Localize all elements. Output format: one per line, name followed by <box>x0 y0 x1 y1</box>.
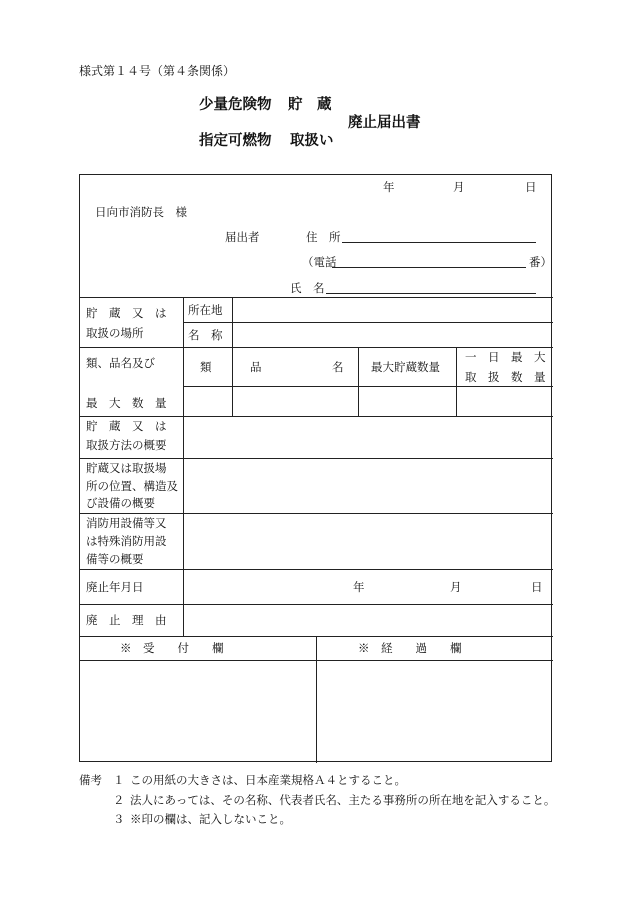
note-3-number: ３ <box>113 812 125 826</box>
col-max-storage: 最大貯蔵数量 <box>371 360 440 374</box>
notes-heading: 備考 <box>79 773 102 787</box>
col-type: 類 <box>200 360 212 374</box>
abolition-reason-label: 廃 止 理 由 <box>86 613 167 627</box>
col-item-a: 品 <box>250 360 262 374</box>
title-line2-prefix: 指定可燃物 <box>199 133 272 149</box>
structure-label-3: び設備の概要 <box>86 496 155 510</box>
name-label: 氏 名 <box>290 281 325 295</box>
title-line2-suffix: 取扱い <box>290 133 334 149</box>
title-line1-suffix: 貯 蔵 <box>288 97 332 113</box>
note-3: ※印の欄は、記入しないこと。 <box>130 812 291 826</box>
title-main: 廃止届出書 <box>348 115 421 131</box>
phone-close: 番） <box>529 255 552 269</box>
col-daily-2: 取 扱 数 量 <box>465 370 546 384</box>
abolition-month: 月 <box>450 580 462 594</box>
address-label: 住 所 <box>306 230 341 244</box>
abolition-day: 日 <box>531 580 543 594</box>
category-label-2: 最 大 数 量 <box>86 396 167 410</box>
place-label-1: 貯 蔵 又 は <box>86 306 167 320</box>
method-label-1: 貯 蔵 又 は <box>86 419 167 433</box>
method-label-2: 取扱方法の概要 <box>86 438 167 452</box>
note-1: この用紙の大きさは、日本産業規格Ａ４とすること。 <box>130 773 406 787</box>
note-2-number: ２ <box>113 793 125 807</box>
equipment-label-1: 消防用設備等又 <box>86 516 167 530</box>
form-sheet <box>79 174 552 762</box>
abolition-year: 年 <box>353 580 365 594</box>
name-line <box>326 293 536 294</box>
phone-open: （電話 <box>302 255 337 269</box>
reception-label: ※ 受 付 欄 <box>120 641 224 655</box>
note-2: 法人にあっては、その名称、代表者氏名、主たる事務所の所在地を記入すること。 <box>130 793 556 807</box>
progress-label: ※ 経 過 欄 <box>358 641 462 655</box>
structure-label-2: 所の位置、構造及 <box>86 479 178 493</box>
form-number: 様式第１４号（第４条関係） <box>79 64 236 78</box>
applicant-label: 届出者 <box>225 230 260 244</box>
col-daily-1: 一 日 最 大 <box>465 350 546 364</box>
header-month: 月 <box>453 180 465 194</box>
equipment-label-2: は特殊消防用設 <box>86 534 167 548</box>
col-item-b: 名 <box>332 360 344 374</box>
place-label-2: 取扱の場所 <box>86 326 144 340</box>
title-line1-prefix: 少量危険物 <box>199 97 272 113</box>
category-label-1: 類、品名及び <box>86 356 155 370</box>
addressee: 日向市消防長 様 <box>95 205 187 219</box>
structure-label-1: 貯蔵又は取扱場 <box>86 461 167 475</box>
note-1-number: １ <box>113 773 125 787</box>
header-year: 年 <box>383 180 395 194</box>
abolition-date-label: 廃止年月日 <box>86 580 144 594</box>
address-line <box>342 242 536 243</box>
header-day: 日 <box>525 180 537 194</box>
equipment-label-3: 備等の概要 <box>86 552 144 566</box>
phone-line <box>332 267 526 268</box>
location-label: 所在地 <box>188 303 223 317</box>
facility-name-label: 名 称 <box>188 328 223 342</box>
